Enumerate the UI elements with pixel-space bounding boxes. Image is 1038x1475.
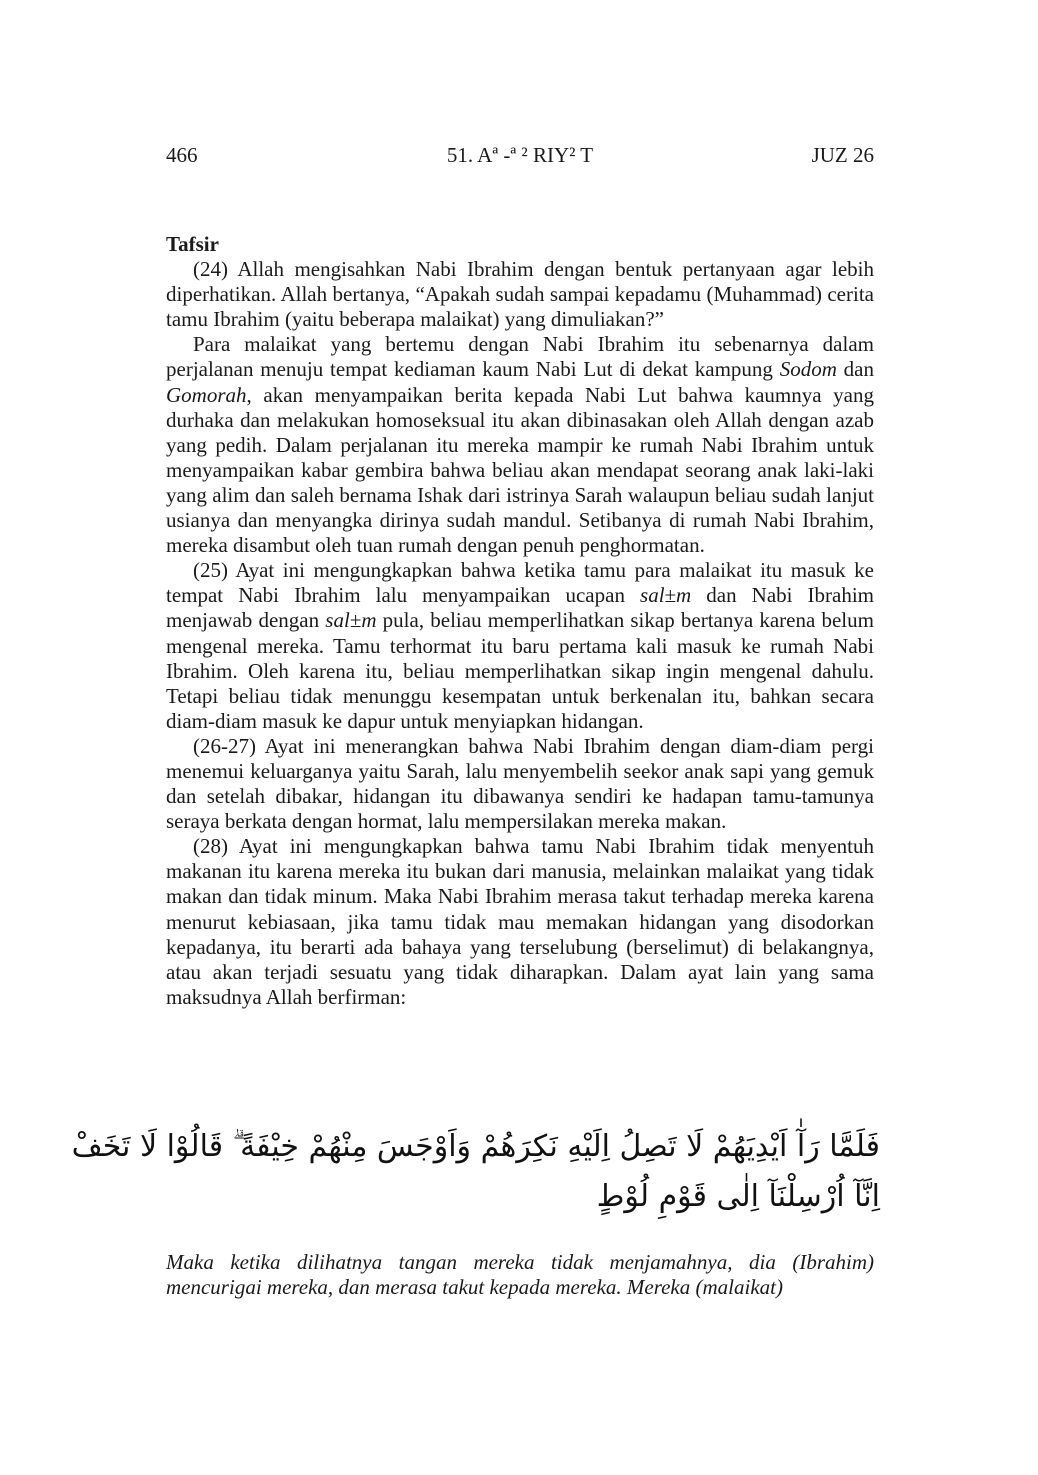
quran-verse	[71, 1122, 880, 1230]
tafsir-section	[166, 232, 874, 1010]
verse-line-1: فَلَمَّا رَآٰ اَيْدِيَهُمْ لَا تَصِلُ اِلَيْهِ نَكِرَهُمْ وَاَوْجَسَ مِنْهُمْ خِيْفَةً ۗ قَالُوْا لَا تَخَفْ	[71, 1129, 880, 1164]
paragraph-25: (25) Ayat ini mengungkapkan bahwa ketika tamu para malaikat itu masuk ke tempat Nabi Ibrahim lalu menyampaikan ucapan sal±m dan Nabi Ibrahim menjawab dengan sal±m pula, beliau memperlihatkan sikap bertanya karena belum mengenal mereka. Tamu terhormat itu baru pertama kali masuk ke rumah Nabi Ibrahim. Oleh karena itu, beliau memperlihatkan sikap ingin mengenal dahulu. Tetapi beliau tidak menunggu kesempatan untuk berkenalan itu, bahkan secara diam-diam masuk ke dapur untuk menyiapkan hidangan.	[166, 558, 874, 733]
section-title: Tafsir	[166, 232, 219, 256]
term-salam: sal±m	[325, 608, 377, 633]
paragraph-malaikat: Para malaikat yang bertemu dengan Nabi Ibrahim itu sebenarnya dalam perjalanan menuju tempat kediaman kaum Nabi Lut di dekat kampung Sodom dan Gomorah, akan menyampaikan berita kepada Nabi Lut bahwa kaumnya yang durhaka dan melakukan homoseksual itu akan dibinasakan oleh Allah dengan azab yang pedih. Dalam perjalanan itu mereka mampir ke rumah Nabi Ibrahim untuk menyampaikan kabar gembira bahwa beliau akan mendapat seorang anak laki-laki yang alim dan saleh bernama Ishak dari istrinya Sarah walaupun beliau sudah lanjut usianya dan menyangka dirinya sudah mandul. Setibanya di rumah Nabi Ibrahim, mereka disambut oleh tuan rumah dengan penuh penghormatan.	[166, 332, 874, 558]
term-salam: sal±m	[640, 583, 692, 608]
place-sodom: Sodom	[779, 357, 837, 382]
verse-translation: Maka ketika dilihatnya tangan mereka tidak menjamahnya, dia (Ibrahim) mencurigai mereka, dan merasa takut kepada mereka. Mereka (malaikat)	[166, 1250, 874, 1300]
verse-line-2: اِنَّآ اُرْسِلْنَآ اِلٰى قَوْمِ لُوْطٍ	[596, 1179, 880, 1214]
page-number: 466	[166, 143, 198, 167]
paragraph-24: (24) Allah mengisahkan Nabi Ibrahim dengan bentuk pertanyaan agar lebih diperhatikan. Allah bertanya, “Apakah sudah sampai kepadamu (Muhammad) cerita tamu Ibrahim (yaitu beberapa malaikat) yang dimuliakan?”	[166, 257, 874, 332]
page-header	[166, 143, 874, 173]
paragraph-26-27: (26-27) Ayat ini menerangkan bahwa Nabi Ibrahim dengan diam-diam pergi menemui keluarganya yaitu Sarah, lalu menyembelih seekor anak sapi yang gemuk dan setelah dibakar, hidangan itu dibawanya sendiri ke hadapan tamu-tamunya seraya berkata dengan hormat, lalu mempersilakan mereka makan.	[166, 733, 874, 834]
place-gomorah: Gomorah	[166, 382, 247, 407]
juz-label: JUZ 26	[811, 143, 874, 167]
paragraph-28: (28) Ayat ini mengungkapkan bahwa tamu Nabi Ibrahim tidak menyentuh makanan itu karena mereka itu bukan dari manusia, melainkan malaikat yang tidak makan dan tidak minum. Maka Nabi Ibrahim merasa takut terhadap mereka karena menurut kebiasaan, jika tamu tidak mau memakan hidangan yang disodorkan kepadanya, itu berarti ada bahaya yang terselubung (berselimut) di belakangnya, atau akan terjadi sesuatu yang tidak diharapkan. Dalam ayat lain yang sama maksudnya Allah berfirman:	[166, 834, 874, 1009]
surah-title: 51. Aª -ª ² RIY² T	[446, 143, 594, 167]
